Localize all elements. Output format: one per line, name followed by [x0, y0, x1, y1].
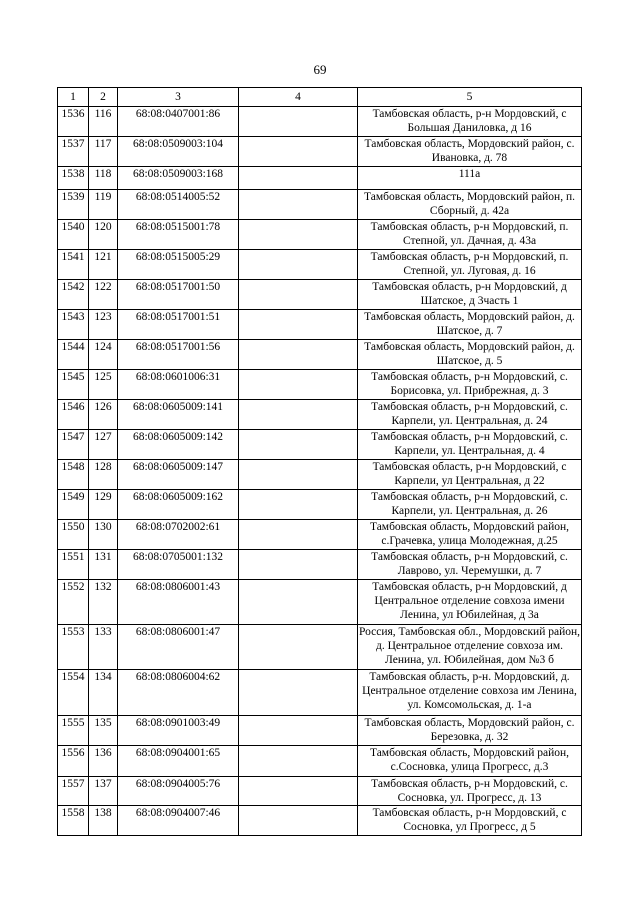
- row-index: 119: [89, 190, 118, 220]
- row-number: 1557: [58, 777, 89, 806]
- row-number: 1541: [58, 250, 89, 280]
- row-number: 1538: [58, 167, 89, 190]
- table-row: [58, 806, 582, 836]
- table-row: [58, 430, 582, 460]
- column-4-cell: [239, 400, 358, 430]
- address: Тамбовская область, Мордовский район, с.Сосновка, улица Прогресс, д.3: [358, 746, 582, 777]
- table-row: [58, 520, 582, 550]
- cadastral-number: 68:08:0605009:141: [118, 400, 239, 430]
- row-number: 1552: [58, 580, 89, 625]
- row-index: 120: [89, 220, 118, 250]
- row-index: 128: [89, 460, 118, 490]
- address: Тамбовская область, р-н Мордовский, п. Степной, ул. Дачная, д. 43а: [358, 220, 582, 250]
- row-index: 136: [89, 746, 118, 777]
- table-row: [58, 220, 582, 250]
- row-number: 1544: [58, 340, 89, 370]
- address: Россия, Тамбовская обл., Мордовский район, д. Центральное отделение совхоза им. Ленина, ул. Юбилейная, дом №3 б: [358, 625, 582, 670]
- address: Тамбовская область, Мордовский район, д. Шатское, д. 5: [358, 340, 582, 370]
- cadastral-number: 68:08:0901003:49: [118, 716, 239, 746]
- address: 111а: [358, 167, 582, 190]
- column-4-cell: [239, 310, 358, 340]
- column-header-1: 1: [58, 88, 89, 107]
- row-index: 133: [89, 625, 118, 670]
- column-4-cell: [239, 370, 358, 400]
- column-header-2: 2: [89, 88, 118, 107]
- row-number: 1543: [58, 310, 89, 340]
- column-4-cell: [239, 107, 358, 137]
- cadastral-number: 68:08:0509003:104: [118, 137, 239, 167]
- cadastral-number: 68:08:0806004:62: [118, 670, 239, 716]
- cadastral-number: 68:08:0514005:52: [118, 190, 239, 220]
- row-index: 131: [89, 550, 118, 580]
- table-row: [58, 137, 582, 167]
- address: Тамбовская область, Мордовский район, с.Грачевка, улица Молодежная, д.25: [358, 520, 582, 550]
- cadastral-number: 68:08:0705001:132: [118, 550, 239, 580]
- table-row: [58, 340, 582, 370]
- row-index: 124: [89, 340, 118, 370]
- cadastral-number: 68:08:0517001:51: [118, 310, 239, 340]
- page-number: 69: [313, 62, 327, 77]
- cadastral-number: 68:08:0904005:76: [118, 777, 239, 806]
- property-registry-table: [57, 87, 582, 836]
- address: Тамбовская область, р-н Мордовский, с. Лаврово, ул. Черемушки, д. 7: [358, 550, 582, 580]
- column-4-cell: [239, 220, 358, 250]
- address: Тамбовская область, Мордовский район, с. Березовка, д. 32: [358, 716, 582, 746]
- header-row: [58, 88, 582, 107]
- address: Тамбовская область, р-н Мордовский, д Шатское, д 3часть 1: [358, 280, 582, 310]
- row-number: 1537: [58, 137, 89, 167]
- cadastral-number: 68:08:0601006:31: [118, 370, 239, 400]
- row-number: 1536: [58, 107, 89, 137]
- address: Тамбовская область, р-н Мордовский, д Центральное отделение совхоза имени Ленина, ул Юбилейная, д 3а: [358, 580, 582, 625]
- address: Тамбовская область, р-н Мордовский, с. Карпели, ул. Центральная, д. 4: [358, 430, 582, 460]
- address: Тамбовская область, р-н Мордовский, с Сосновка, ул Прогресс, д 5: [358, 806, 582, 836]
- address: Тамбовская область, р-н Мордовский, п. Степной, ул. Луговая, д. 16: [358, 250, 582, 280]
- column-4-cell: [239, 490, 358, 520]
- row-number: 1555: [58, 716, 89, 746]
- row-index: 122: [89, 280, 118, 310]
- address: Тамбовская область, р-н. Мордовский, д. Центральное отделение совхоза им Ленина, ул. Комсомольская, д. 1-а: [358, 670, 582, 716]
- row-index: 118: [89, 167, 118, 190]
- table-row: [58, 310, 582, 340]
- column-4-cell: [239, 167, 358, 190]
- address: Тамбовская область, р-н Мордовский, с Большая Даниловка, д 16: [358, 107, 582, 137]
- row-number: 1549: [58, 490, 89, 520]
- cadastral-number: 68:08:0806001:47: [118, 625, 239, 670]
- table-row: [58, 280, 582, 310]
- address: Тамбовская область, р-н Мордовский, с. Карпели, ул. Центральная, д. 24: [358, 400, 582, 430]
- row-number: 1554: [58, 670, 89, 716]
- cadastral-number: 68:08:0517001:56: [118, 340, 239, 370]
- row-index: 121: [89, 250, 118, 280]
- column-4-cell: [239, 580, 358, 625]
- table-row: [58, 460, 582, 490]
- table-row: [58, 490, 582, 520]
- row-index: 123: [89, 310, 118, 340]
- column-4-cell: [239, 460, 358, 490]
- table-row: [58, 107, 582, 137]
- column-4-cell: [239, 716, 358, 746]
- cadastral-number: 68:08:0515005:29: [118, 250, 239, 280]
- row-index: 135: [89, 716, 118, 746]
- row-index: 127: [89, 430, 118, 460]
- cadastral-number: 68:08:0515001:78: [118, 220, 239, 250]
- cadastral-number: 68:08:0702002:61: [118, 520, 239, 550]
- cadastral-number: 68:08:0517001:50: [118, 280, 239, 310]
- address: Тамбовская область, р-н Мордовский, с. Борисовка, ул. Прибрежная, д. 3: [358, 370, 582, 400]
- column-4-cell: [239, 550, 358, 580]
- address: Тамбовская область, р-н Мордовский, с. Сосновка, ул. Прогресс, д. 13: [358, 777, 582, 806]
- row-number: 1539: [58, 190, 89, 220]
- column-4-cell: [239, 806, 358, 836]
- address: Тамбовская область, р-н Мордовский, с. Карпели, ул. Центральная, д. 26: [358, 490, 582, 520]
- table-row: [58, 167, 582, 190]
- table-row: [58, 550, 582, 580]
- address: Тамбовская область, Мордовский район, п. Сборный, д. 42а: [358, 190, 582, 220]
- table-row: [58, 580, 582, 625]
- column-4-cell: [239, 190, 358, 220]
- table-row: [58, 400, 582, 430]
- column-4-cell: [239, 250, 358, 280]
- row-index: 126: [89, 400, 118, 430]
- column-4-cell: [239, 670, 358, 716]
- address: Тамбовская область, р-н Мордовский, с Карпели, ул Центральная, д 22: [358, 460, 582, 490]
- row-index: 134: [89, 670, 118, 716]
- column-header-5: 5: [358, 88, 582, 107]
- column-4-cell: [239, 777, 358, 806]
- row-number: 1546: [58, 400, 89, 430]
- row-number: 1542: [58, 280, 89, 310]
- column-4-cell: [239, 625, 358, 670]
- row-number: 1548: [58, 460, 89, 490]
- row-index: 117: [89, 137, 118, 167]
- row-number: 1540: [58, 220, 89, 250]
- row-number: 1550: [58, 520, 89, 550]
- row-number: 1545: [58, 370, 89, 400]
- row-number: 1558: [58, 806, 89, 836]
- table-row: [58, 370, 582, 400]
- cadastral-number: 68:08:0806001:43: [118, 580, 239, 625]
- column-4-cell: [239, 280, 358, 310]
- table-row: [58, 716, 582, 746]
- row-number: 1547: [58, 430, 89, 460]
- cadastral-number: 68:08:0407001:86: [118, 107, 239, 137]
- column-4-cell: [239, 430, 358, 460]
- column-header-4: 4: [239, 88, 358, 107]
- row-index: 138: [89, 806, 118, 836]
- row-index: 130: [89, 520, 118, 550]
- cadastral-number: 68:08:0509003:168: [118, 167, 239, 190]
- row-index: 129: [89, 490, 118, 520]
- cadastral-number: 68:08:0605009:142: [118, 430, 239, 460]
- row-number: 1551: [58, 550, 89, 580]
- column-4-cell: [239, 340, 358, 370]
- table-row: [58, 670, 582, 716]
- address: Тамбовская область, Мордовский район, д. Шатское, д. 7: [358, 310, 582, 340]
- table-row: [58, 746, 582, 777]
- address: Тамбовская область, Мордовский район, с. Ивановка, д. 78: [358, 137, 582, 167]
- cadastral-number: 68:08:0605009:162: [118, 490, 239, 520]
- row-index: 125: [89, 370, 118, 400]
- row-index: 116: [89, 107, 118, 137]
- column-4-cell: [239, 520, 358, 550]
- row-index: 132: [89, 580, 118, 625]
- column-4-cell: [239, 746, 358, 777]
- cadastral-number: 68:08:0904001:65: [118, 746, 239, 777]
- cadastral-number: 68:08:0605009:147: [118, 460, 239, 490]
- row-number: 1553: [58, 625, 89, 670]
- table-row: [58, 625, 582, 670]
- column-4-cell: [239, 137, 358, 167]
- table-row: [58, 777, 582, 806]
- table-row: [58, 250, 582, 280]
- column-header-3: 3: [118, 88, 239, 107]
- row-number: 1556: [58, 746, 89, 777]
- row-index: 137: [89, 777, 118, 806]
- cadastral-number: 68:08:0904007:46: [118, 806, 239, 836]
- table-row: [58, 190, 582, 220]
